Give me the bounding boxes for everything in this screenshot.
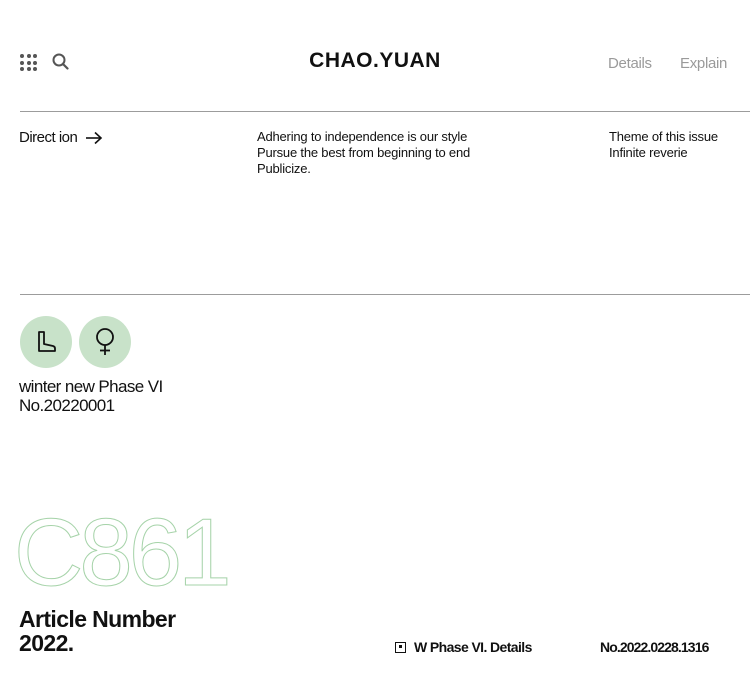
arrow-right-icon [85, 131, 103, 145]
divider-top [20, 111, 750, 112]
theme-heading: Theme of this issue [609, 129, 718, 144]
issue-number: No.20220001 [19, 396, 115, 415]
phase-details-label: W Phase VI. Details [414, 639, 532, 655]
theme-value: Infinite reverie [609, 145, 688, 160]
direction-link[interactable] [19, 129, 103, 146]
divider-middle [20, 294, 750, 295]
brand-logo[interactable]: CHAO.YUAN [309, 49, 441, 72]
nav-details[interactable]: Details [608, 55, 652, 72]
square-dot-icon [395, 642, 406, 653]
theme-block [609, 129, 718, 161]
motto-line: Adhering to independence is our style [257, 129, 468, 144]
motto-line: Publicize. [257, 161, 311, 176]
article-year: 2022. [19, 630, 74, 656]
phase-details-link[interactable] [395, 639, 532, 655]
female-symbol-icon [92, 327, 118, 357]
female-badge[interactable] [79, 316, 131, 368]
direction-label: Direct ion [19, 129, 78, 146]
issue-title: winter new Phase VI [19, 377, 163, 396]
serial-number: No.2022.0228.1316 [600, 639, 709, 655]
motto-block [257, 129, 470, 177]
motto-line: Pursue the best from beginning to end [257, 145, 471, 160]
boot-icon [33, 329, 59, 355]
article-heading [19, 607, 175, 655]
boot-badge[interactable] [20, 316, 72, 368]
article-label: Article Number [19, 606, 176, 632]
article-code-outline: C861 [14, 499, 228, 606]
issue-info [19, 377, 163, 415]
nav-explain[interactable]: Explain [680, 55, 728, 72]
